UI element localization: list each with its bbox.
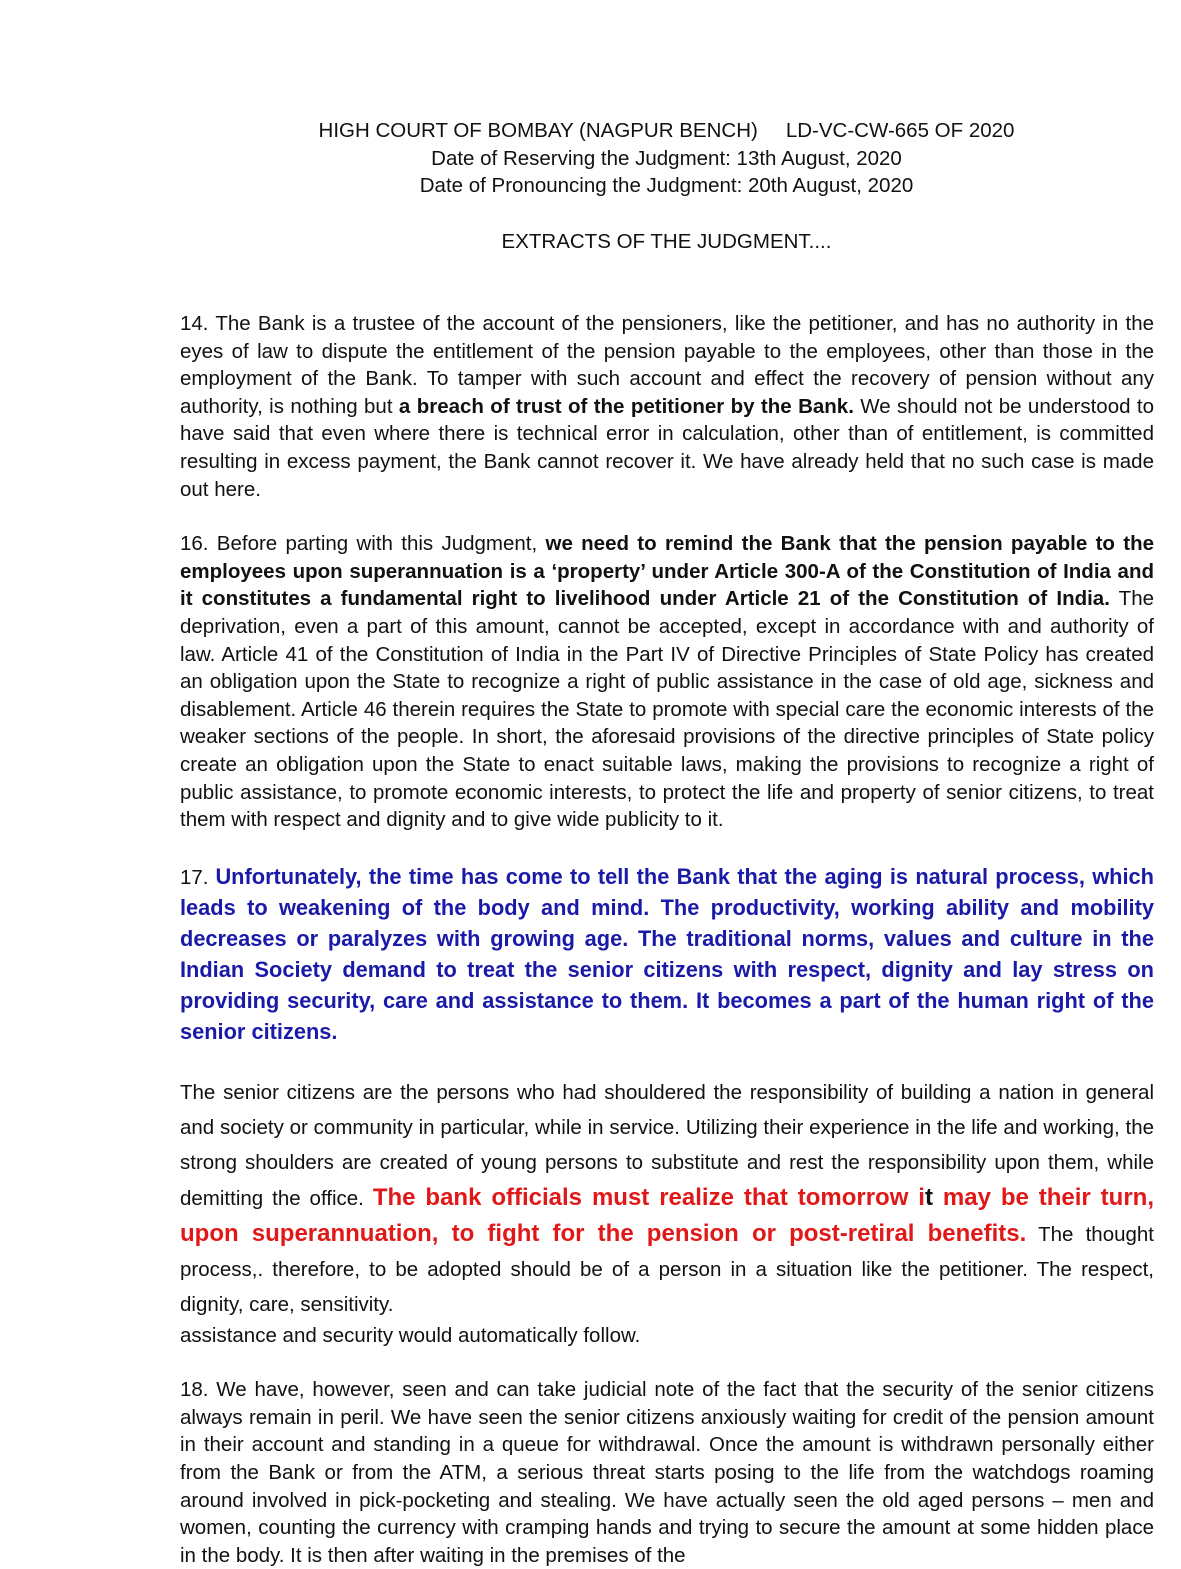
senior-text-a: The senior citizens are the persons who had shouldered the responsibility of building a nation in general and society or community in particular, while in service. Utilizing their experience in the life and working, the strong shoulders are created of young persons to substitute and rest the responsibility upon them, while demitting the office.: [180, 1080, 1154, 1210]
para16-text-b: The deprivation, even a part of this amount, cannot be accepted, except in accordance with and authority of law. Article 41 of the Constitution of India in the Part IV of Directive Principles of State Policy has created an obligation upon the State to recognize a right of public assistance in the case of old age, sickness and disablement. Article 46 therein requires the State to promote with special care the economic interests of the weaker sections of the people. In short, the aforesaid provisions of the directive principles of State policy create an obligation upon the State to enact suitable laws, making the provisions to recognize a right of public assistance, to promote economic interests, to protect the life and property of senior citizens, to treat them with respect and dignity and to give wide publicity to it.: [180, 587, 1155, 832]
judgment-header: [180, 117, 1153, 200]
paragraph-16: [180, 530, 1154, 834]
para14-bold: a breach of trust of the petitioner by the Bank.: [398, 394, 854, 418]
judgment-body: [180, 310, 1154, 1569]
court-line: [180, 117, 1153, 145]
para14-text-b: We should not be understood to have said that even where there is technical error in calculation, other than of entitlement, is committed resulting in excess payment, the Bank cannot recover it. We have already held that no such case is made out here.: [180, 394, 1154, 501]
senior-red-a: The bank officials must realize that tomorrow i: [372, 1183, 925, 1211]
para17-highlight: Unfortunately, the time has come to tell the Bank that the aging is natural process, which leads to weakening of the body and mind. The productivity, working ability and mobility decreases or paralyzes with growing age. The traditional norms, values and culture in the Indian Society demand to treat the senior citizens with respect, dignity and lay stress on providing security, care and assistance to them. It becomes a part of the human right of the senior citizens.: [180, 863, 1154, 1044]
para14-text-a: 14. The Bank is a trustee of the account of the pensioners, like the petitioner, and has no authority in the eyes of law to dispute the entitlement of the pension payable to the employees, other than those in the employment of the Bank. To tamper with such account and effect the recovery of pension without any authority, is nothing but: [180, 312, 1154, 418]
reserving-date: Date of Reserving the Judgment: 13th August, 2020: [431, 146, 902, 170]
senior-plain-t: t: [924, 1183, 933, 1211]
court-name: HIGH COURT OF BOMBAY (NAGPUR BENCH): [318, 119, 758, 142]
extracts-title: EXTRACTS OF THE JUDGMENT....: [501, 230, 832, 253]
para17-number: 17.: [180, 865, 216, 889]
senior-red-b: may be their turn, upon superannuation, to fight for the pension or post-retiral benefits.: [180, 1183, 1154, 1247]
case-number: LD-VC-CW-665 OF 2020: [785, 119, 1015, 142]
paragraph-senior-citizens: [180, 1075, 1154, 1322]
senior-text-c: assistance and security would automatically follow.: [180, 1323, 641, 1347]
senior-text-b: The thought process,. therefore, to be adopted should be of a person in a situation like the petitioner. The respect, dignity, care, sensitivity.: [180, 1222, 1154, 1316]
para16-text-a: 16. Before parting with this Judgment,: [180, 532, 546, 556]
paragraph-17: [180, 862, 1154, 1048]
paragraph-14: [180, 310, 1154, 503]
paragraph-18: 18. We have, however, seen and can take judicial note of the fact that the security of the senior citizens always remain in peril. We have seen the senior citizens anxiously waiting for credit of the pension amount in their account and standing in a queue for withdrawal. Once the amount is withdrawn personally either from the Bank or from the ATM, a serious threat starts posing to the life from the watchdogs roaming around involved in pick-pocketing and stealing. We have actually seen the old aged persons – men and women, counting the currency with cramping hands and trying to secure the amount at some hidden place in the body. It is then after waiting in the premises of the: [180, 1378, 1154, 1567]
pronouncing-date: Date of Pronouncing the Judgment: 20th August, 2020: [419, 174, 914, 197]
para16-bold: we need to remind the Bank that the pension payable to the employees upon superannuation is a ‘property’ under Article 300-A of the Constitution of India and it constitutes a fundamental right to livelihood under Article 21 of the Constitution of India.: [180, 532, 1154, 611]
